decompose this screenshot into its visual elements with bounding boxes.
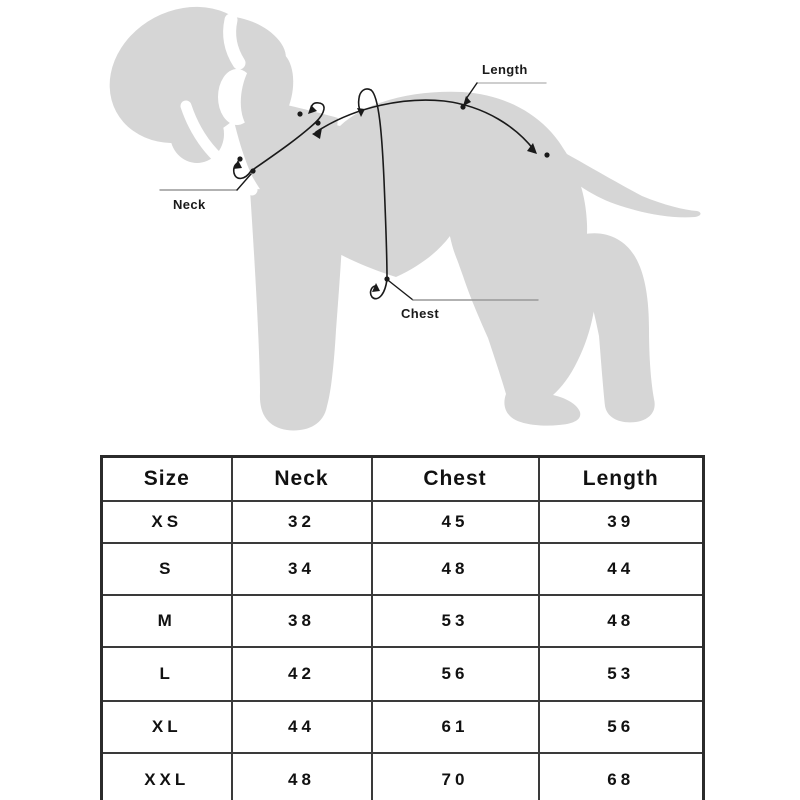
size-cell: XL	[102, 701, 232, 753]
size-chart-header	[102, 457, 704, 502]
col-header-neck: Neck	[232, 457, 372, 502]
neck-cell: 32	[232, 501, 372, 543]
length-cell: 48	[539, 595, 704, 647]
table-row-xs	[102, 501, 704, 543]
size-cell: L	[102, 647, 232, 701]
length-cell: 39	[539, 501, 704, 543]
chest-cell: 48	[372, 543, 539, 595]
chest-cell: 61	[372, 701, 539, 753]
neck-cell: 42	[232, 647, 372, 701]
size-chart-table	[100, 455, 705, 800]
neck-cell: 48	[232, 753, 372, 800]
size-cell: XXL	[102, 753, 232, 800]
col-header-size: Size	[102, 457, 232, 502]
length-cell: 56	[539, 701, 704, 753]
chest-leader-diagonal	[389, 281, 413, 300]
chest-cell: 56	[372, 647, 539, 701]
chest-label: Chest	[401, 306, 440, 321]
dog-silhouette	[86, 0, 701, 430]
table-row-m	[102, 595, 704, 647]
size-cell: XS	[102, 501, 232, 543]
chest-cell: 53	[372, 595, 539, 647]
col-header-chest: Chest	[372, 457, 539, 502]
table-row-s	[102, 543, 704, 595]
dog-rear-near-leg	[449, 213, 596, 425]
length-cell: 68	[539, 753, 704, 800]
length-cell: 44	[539, 543, 704, 595]
size-cell: S	[102, 543, 232, 595]
col-header-length: Length	[539, 457, 704, 502]
table-row-l	[102, 647, 704, 701]
neck-label: Neck	[173, 197, 206, 212]
chest-cell: 45	[372, 501, 539, 543]
table-row-xxl	[102, 753, 704, 800]
dog-front-leg	[250, 189, 344, 430]
size-cell: M	[102, 595, 232, 647]
neck-cell: 38	[232, 595, 372, 647]
neck-cell: 34	[232, 543, 372, 595]
length-cell: 53	[539, 647, 704, 701]
chest-cell: 70	[372, 753, 539, 800]
size-chart-body	[102, 501, 704, 800]
table-row-xl	[102, 701, 704, 753]
length-label: Length	[482, 62, 528, 77]
neck-cell: 44	[232, 701, 372, 753]
header-row	[102, 457, 704, 502]
